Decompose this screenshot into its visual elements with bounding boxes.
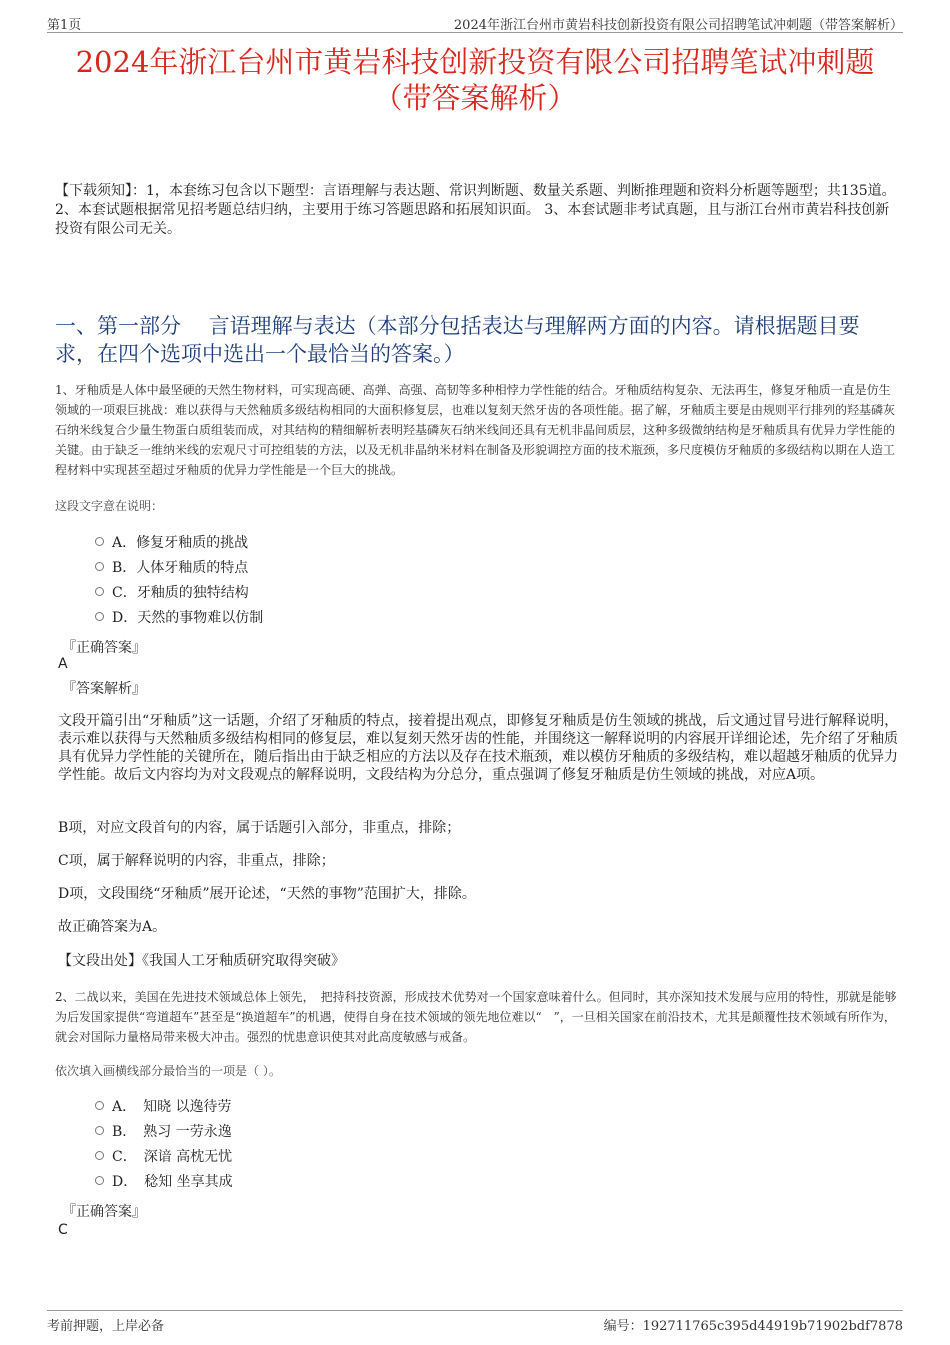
analysis-label: 『答案解析』: [62, 681, 146, 697]
page-header: [47, 10, 903, 33]
option-b[interactable]: [95, 1118, 233, 1143]
correct-answer-label: 『正确答案』: [62, 640, 146, 656]
analysis-option-d: D项，文段围绕“牙釉质”展开论述，“天然的事物”范围扩大，排除。: [58, 886, 476, 902]
question-1-prompt: 这段文字意在说明：: [55, 499, 164, 513]
option-a[interactable]: [95, 529, 263, 554]
analysis-text: 文段开篇引出“牙釉质”这一话题，介绍了牙釉质的特点，接着提出观点，即修复牙釉质是仿生领域的挑战，后文通过冒号进行解释说明，表示难以获得与天然釉质多级结构相同的修复层，难以复刻天然牙齿的性能，并围绕这一解释说明的内容展开详细论述，先介绍了牙釉质具有优异力学性能的关键所在，随后指出由于缺乏相应的方法以及存在技术瓶颈，难以模仿牙釉质的多级结构，难以超越牙釉质的优异力学性能。故后文内容均为对文段观点的解释说明，文段结构为分总分，重点强调了修复牙釉质是仿生领域的挑战，对应A项。: [58, 713, 899, 783]
analysis-option-b: B项，对应文段首句的内容，属于话题引入部分，非重点，排除；: [58, 820, 461, 836]
title-line-2: （带答案解析）: [373, 81, 577, 115]
radio-icon[interactable]: [95, 537, 104, 546]
question-2-options: [95, 1093, 233, 1193]
option-c[interactable]: [95, 1143, 233, 1168]
footer-slogan: 考前押题，上岸必备: [47, 1319, 165, 1334]
radio-icon[interactable]: [95, 1151, 104, 1160]
radio-icon[interactable]: [95, 1176, 104, 1185]
title-line-1: 2024年浙江台州市黄岩科技创新投资有限公司招聘笔试冲刺题: [75, 45, 875, 79]
option-label: D．天然的事物难以仿制: [112, 609, 264, 626]
radio-icon[interactable]: [95, 562, 104, 571]
option-c[interactable]: [95, 579, 263, 604]
question-2-text: 2、二战以来，美国在先进技术领域总体上领先， 把持科技资源，形成技术优势对一个国家意味着什么。但同时，其亦深知技术发展与应用的特性，那就是能够为后发国家提供“弯道超车”甚至是“换道超车”的机遇，使得自身在技术领域的领先地位难以“ ”，一旦相关国家在前沿技术，尤其是颠覆性技术领域有所作为，就会对国际力量格局带来极大冲击。强烈的忧患意识使其对此高度敏感与戒备。: [55, 990, 897, 1044]
text-source: 【文段出处】《我国人工牙釉质研究取得突破》: [58, 953, 345, 969]
analysis-option-c: C项，属于解释说明的内容，非重点，排除；: [58, 853, 335, 869]
analysis-conclusion: 故正确答案为A。: [58, 919, 167, 935]
download-notice: 【下载须知】：1，本套练习包含以下题型：言语理解与表达题、常识判断题、数量关系题、判断推理题和资料分析题等题型；共135道。 2、本套试题根据常见招考题总结归纳，主要用于练习答题思路和拓展知识面。 3、本套试题非考试真题，且与浙江台州市黄岩科技创新投资有限公司无关。: [55, 183, 896, 237]
option-d[interactable]: [95, 604, 263, 629]
question-1-text: 1、牙釉质是人体中最坚硬的天然生物材料，可实现高硬、高弹、高强、高韧等多种相悖力学性能的结合。牙釉质结构复杂、无法再生，修复牙釉质一直是仿生领域的一项艰巨挑战：难以获得与天然釉质多级结构相同的大面积修复层，也难以复刻天然牙齿的各项性能。据了解，牙釉质主要是由规则平行排列的羟基磷灰石纳米线复合少量生物蛋白质组装而成，对其结构的精细解析表明羟基磷灰石纳米线间还具有无机非晶间质层，这种多级微纳结构是牙釉质具有优异力学性能的关键。由于缺乏一维纳米线的宏观尺寸可控组装的方法，以及无机非晶纳米材料在制备及形貌调控方面的技术瓶颈，多尺度模仿牙釉质的多级结构以期在人造工程材料中实现甚至超过牙釉质的优异力学性能是一个巨大的挑战。: [55, 383, 896, 477]
question-1-options: [95, 529, 263, 629]
page-footer: [47, 1310, 903, 1334]
section-heading: 一、第一部分 言语理解与表达（本部分包括表达与理解两方面的内容。请根据题目要求，在四个选项中选出一个最恰当的答案。）: [55, 314, 860, 366]
document-id: 编号：192711765c395d44919b71902bdf7878: [603, 1319, 903, 1334]
radio-icon[interactable]: [95, 1101, 104, 1110]
option-a[interactable]: [95, 1093, 233, 1118]
radio-icon[interactable]: [95, 587, 104, 596]
radio-icon[interactable]: [95, 612, 104, 621]
option-label: C． 深谙 高枕无忧: [112, 1148, 233, 1165]
option-label: D． 稔知 坐享其成: [112, 1173, 233, 1190]
option-label: A．修复牙釉质的挑战: [112, 534, 249, 551]
option-label: A． 知晓 以逸待劳: [112, 1098, 232, 1115]
question-2-prompt: 依次填入画横线部分最恰当的一项是（ ）。: [55, 1064, 281, 1078]
correct-answer: A: [58, 656, 68, 672]
option-label: C．牙釉质的独特结构: [112, 584, 249, 601]
option-b[interactable]: [95, 554, 263, 579]
radio-icon[interactable]: [95, 1126, 104, 1135]
page-number: 第1页: [47, 18, 82, 33]
option-label: B． 熟习 一劳永逸: [112, 1123, 232, 1140]
option-d[interactable]: [95, 1168, 233, 1193]
correct-answer: C: [58, 1222, 68, 1238]
option-label: B．人体牙釉质的特点: [112, 559, 249, 576]
correct-answer-label: 『正确答案』: [62, 1204, 146, 1220]
header-doc-title: 2024年浙江台州市黄岩科技创新投资有限公司招聘笔试冲刺题（带答案解析）: [453, 18, 903, 33]
document-title: [40, 44, 910, 116]
